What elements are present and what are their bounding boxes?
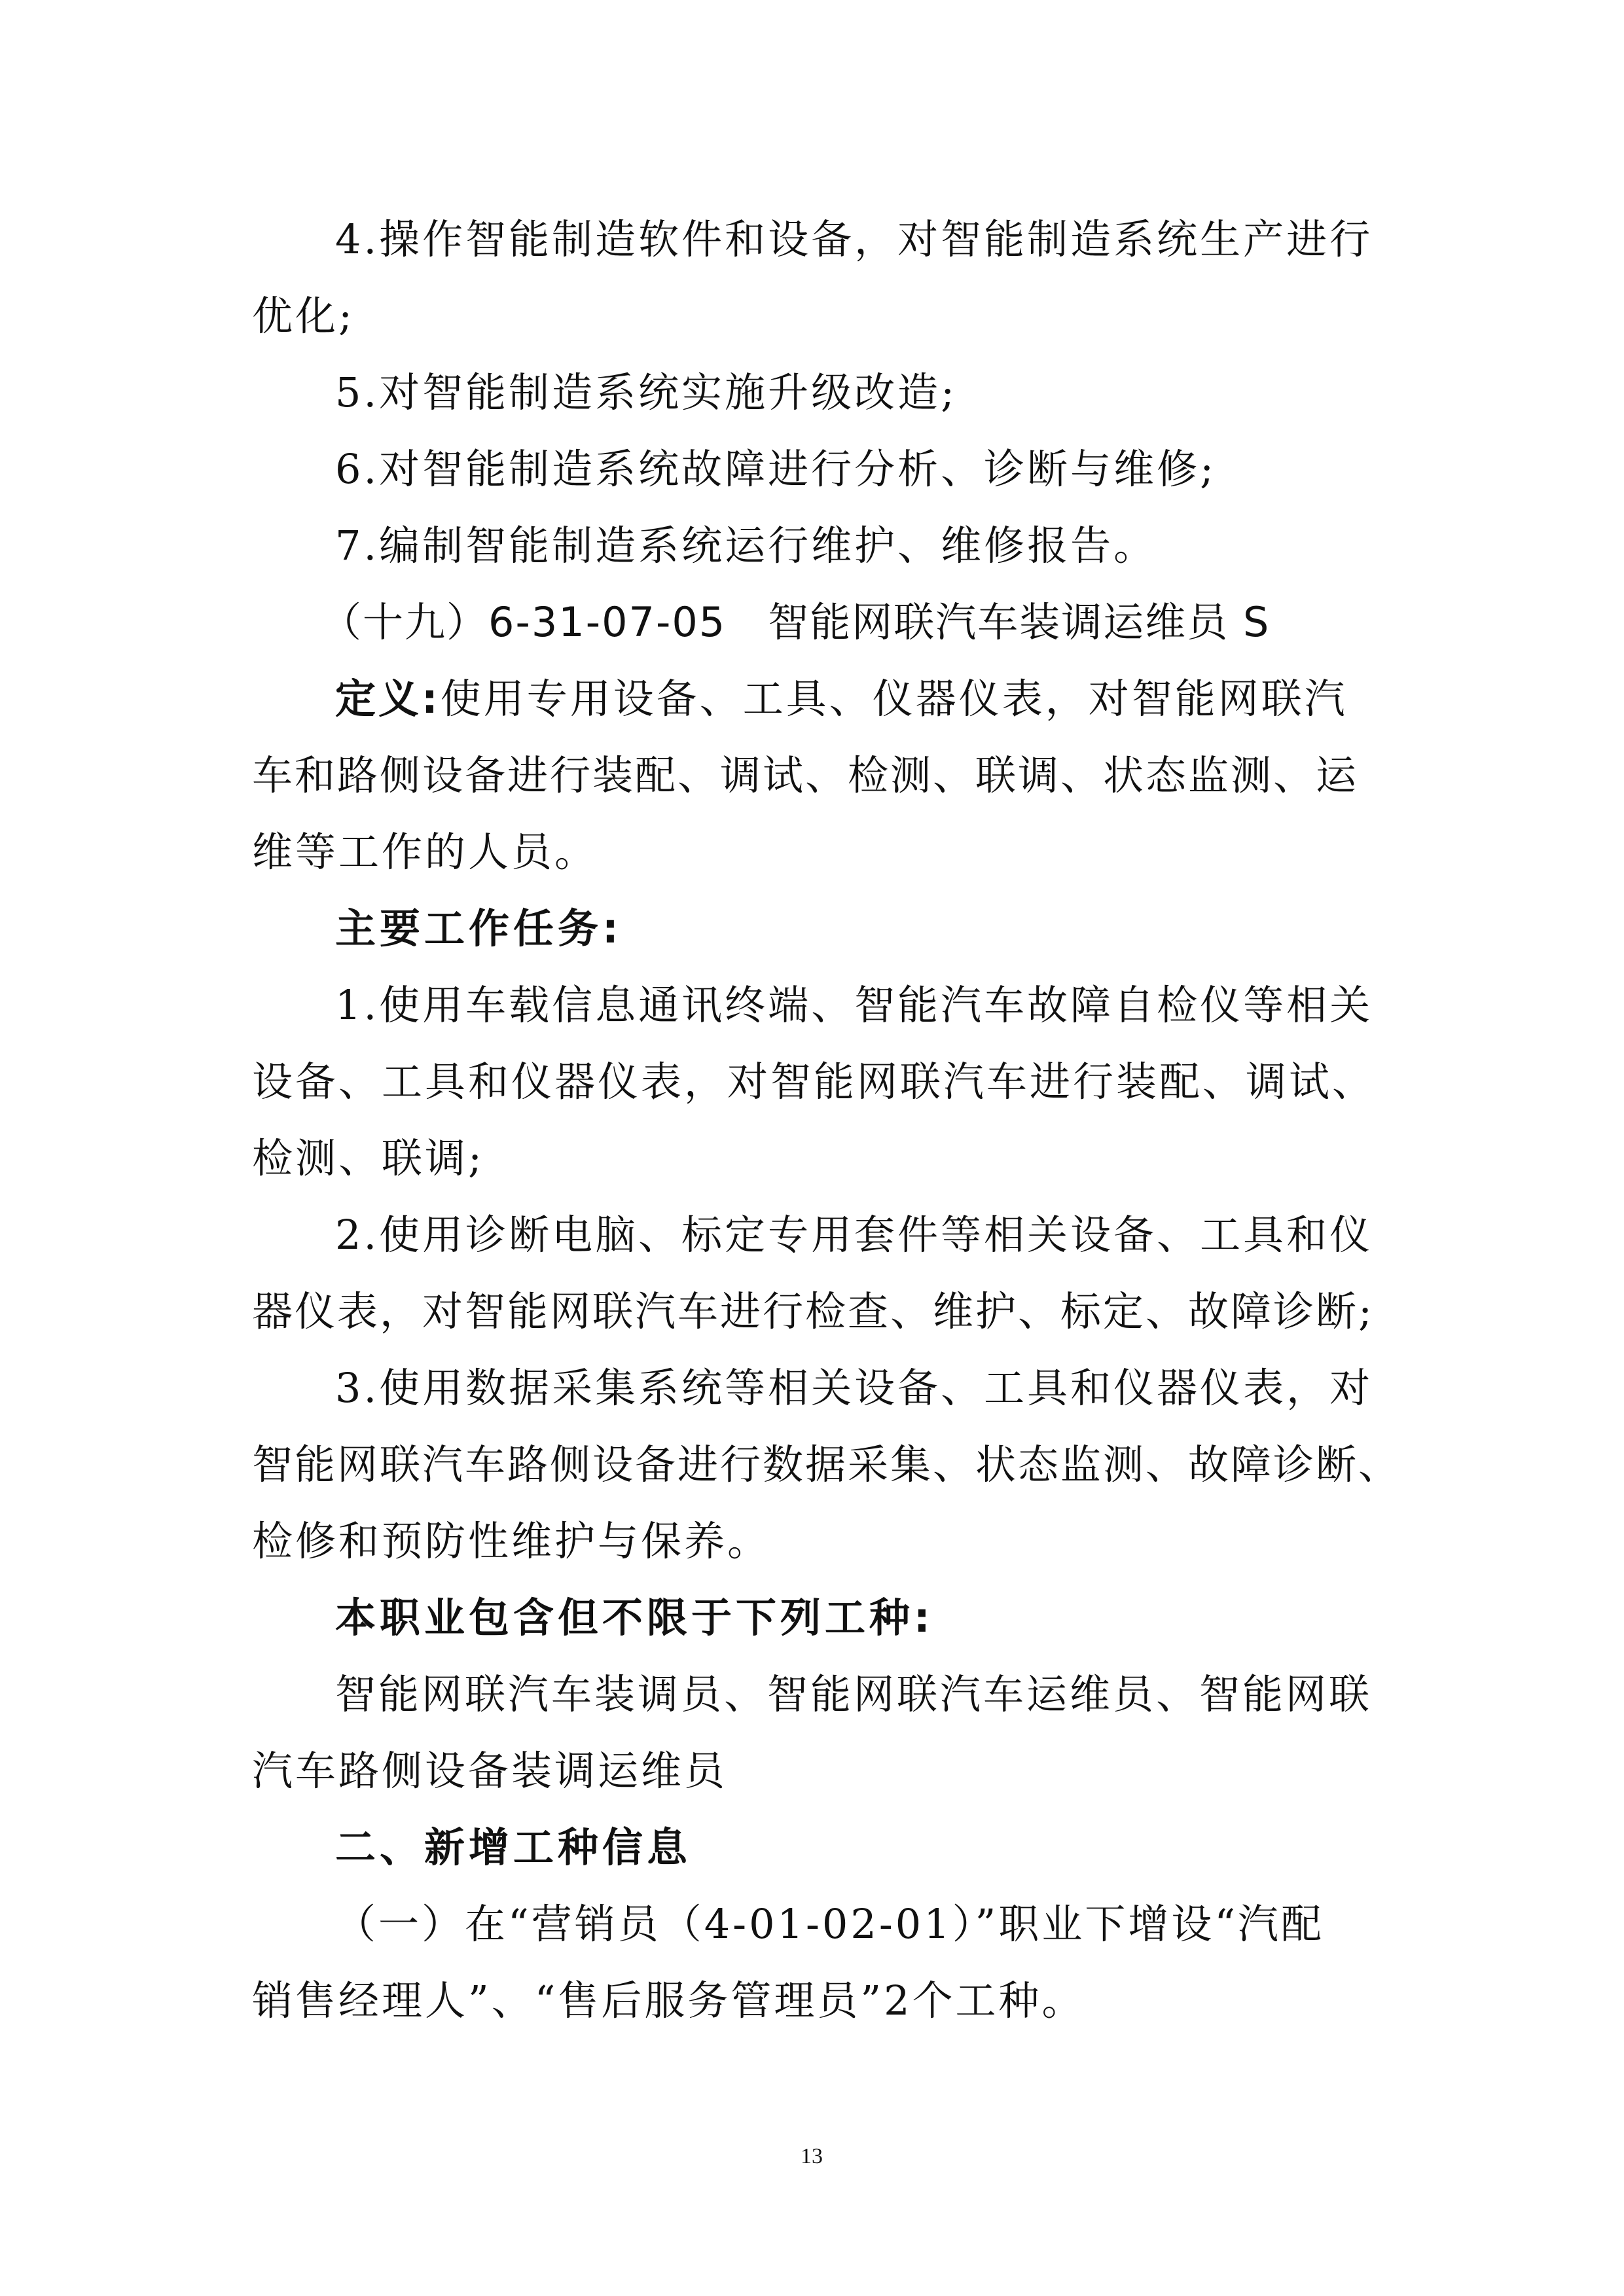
work-types-line-2: 汽车路侧设备装调运维员 bbox=[252, 1747, 728, 1795]
main-task-2-line-2: 器仪表，对智能网联汽车进行检查、维护、标定、故障诊断; bbox=[252, 1287, 1374, 1335]
definition-line-2: 车和路侧设备进行装配、调试、检测、联调、状态监测、运 bbox=[252, 751, 1359, 799]
task-item-5: 5.对智能制造系统实施升级改造; bbox=[335, 368, 958, 416]
main-task-3-line-3: 检修和预防性维护与保养。 bbox=[252, 1517, 771, 1565]
new-work-type-paragraph: （一）在“营销员（4-01-02-01）”职业下增设“汽配 bbox=[335, 1900, 1325, 1948]
task-item-4: 4.操作智能制造软件和设备，对智能制造系统生产进行 bbox=[335, 215, 1373, 263]
definition-term: 定义: bbox=[335, 675, 441, 723]
definition-line-3: 维等工作的人员。 bbox=[252, 828, 598, 876]
occupation-heading: （十九）6-31-07-05 智能网联汽车装调运维员 S bbox=[321, 598, 1271, 646]
main-task-1: 1.使用车载信息通讯终端、智能汽车故障自检仪等相关 bbox=[335, 981, 1373, 1029]
main-task-3: 3.使用数据采集系统等相关设备、工具和仪器仪表，对 bbox=[335, 1364, 1373, 1412]
section-heading: 二、新增工种信息 bbox=[335, 1823, 692, 1871]
definition-line-1: 定义:使用专用设备、工具、仪器仪表，对智能网联汽 bbox=[335, 675, 1348, 723]
main-task-1-line-2: 设备、工具和仪器仪表，对智能网联汽车进行装配、调试、 bbox=[252, 1058, 1376, 1105]
main-task-3-line-2: 智能网联汽车路侧设备进行数据采集、状态监测、故障诊断、 bbox=[252, 1441, 1401, 1488]
task-item-6: 6.对智能制造系统故障进行分析、诊断与维修; bbox=[335, 445, 1217, 493]
main-tasks-heading: 主要工作任务: bbox=[335, 905, 623, 952]
main-task-1-line-3: 检测、联调; bbox=[252, 1134, 484, 1182]
page-number: 13 bbox=[801, 2144, 823, 2168]
main-task-2: 2.使用诊断电脑、标定专用套件等相关设备、工具和仪 bbox=[335, 1211, 1373, 1259]
task-item-7: 7.编制智能制造系统运行维护、维修报告。 bbox=[335, 522, 1157, 569]
new-work-type-paragraph-line-2: 销售经理人”、“售后服务管理员”2个工种。 bbox=[252, 1977, 1085, 2024]
work-types-heading: 本职业包含但不限于下列工种: bbox=[335, 1594, 934, 1641]
task-item-4-continued: 优化; bbox=[252, 292, 355, 340]
work-types-line-1: 智能网联汽车装调员、智能网联汽车运维员、智能网联 bbox=[335, 1670, 1373, 1718]
